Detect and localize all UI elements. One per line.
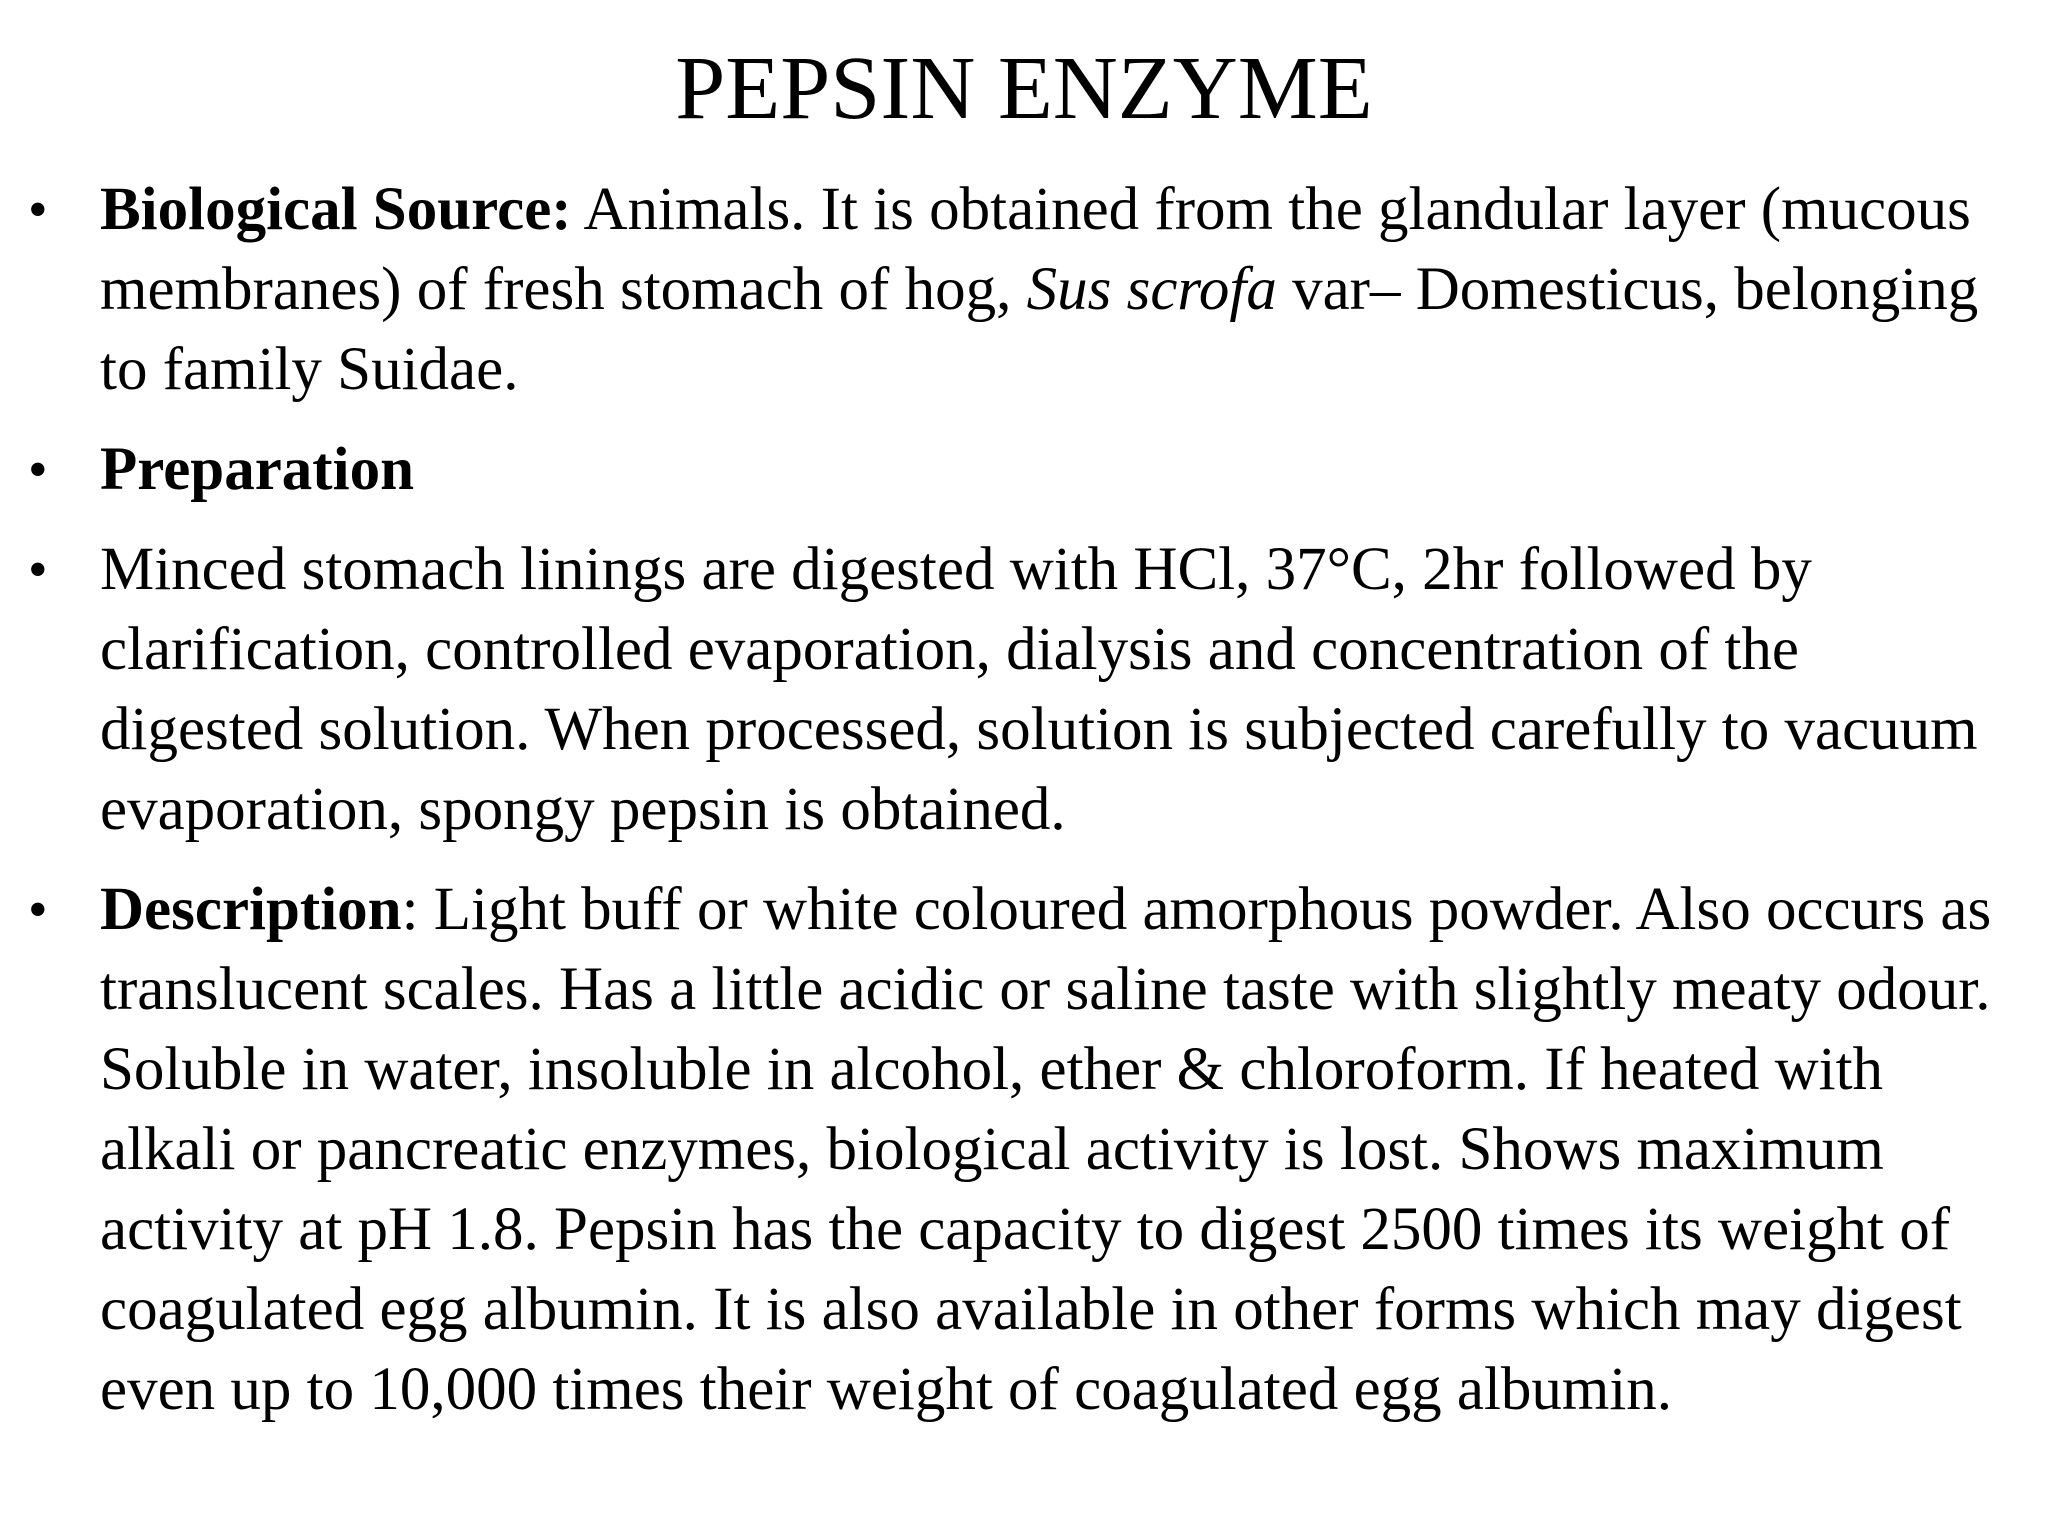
bullet-icon: • [28, 539, 48, 601]
bullet-icon: • [28, 439, 48, 501]
bullet-text-continued: var– Domesticus, belonging to family Suidae. [100, 256, 1979, 403]
bullet-heading: Biological Source: [100, 176, 572, 243]
bullet-preparation-details [0, 530, 2048, 850]
bullet-preparation [0, 430, 2048, 510]
bullet-text: Minced stomach linings are digested with HCl, 37°C, 2hr followed by clarification, controlled evaporation, dialysis and concentration of the digested solution. When processed, solution is subjected carefully to vacuum evaporation, spongy pepsin is obtained. [100, 536, 1978, 843]
bullet-list [0, 170, 2048, 1450]
bullet-heading: Preparation [100, 436, 414, 503]
species-name: Sus scrofa [1026, 256, 1277, 323]
bullet-text: : Light buff or white coloured amorphous powder. Also occurs as translucent scales. Has a little acidic or saline taste with slightly meaty odour. Soluble in water, insoluble in alcohol, ether & chloroform. If heated with alkali or pancreatic enzymes, biological activity is lost. Shows maximum activity at pH 1.8. Pepsin has the capacity to digest 2500 times its weight of coagulated egg albumin. It is also available in other forms which may digest even up to 10,000 times their weight of coagulated egg albumin. [100, 876, 1992, 1423]
slide-title: PEPSIN ENZYME [675, 39, 1373, 138]
bullet-description [0, 870, 2048, 1430]
bullet-biological-source [0, 170, 2048, 410]
bullet-icon: • [28, 879, 48, 941]
bullet-icon: • [28, 179, 48, 241]
bullet-text: Animals. It is obtained from the glandular layer (mucous membranes) of fresh stomach of hog, [100, 176, 1971, 323]
bullet-heading: Description [100, 876, 402, 943]
